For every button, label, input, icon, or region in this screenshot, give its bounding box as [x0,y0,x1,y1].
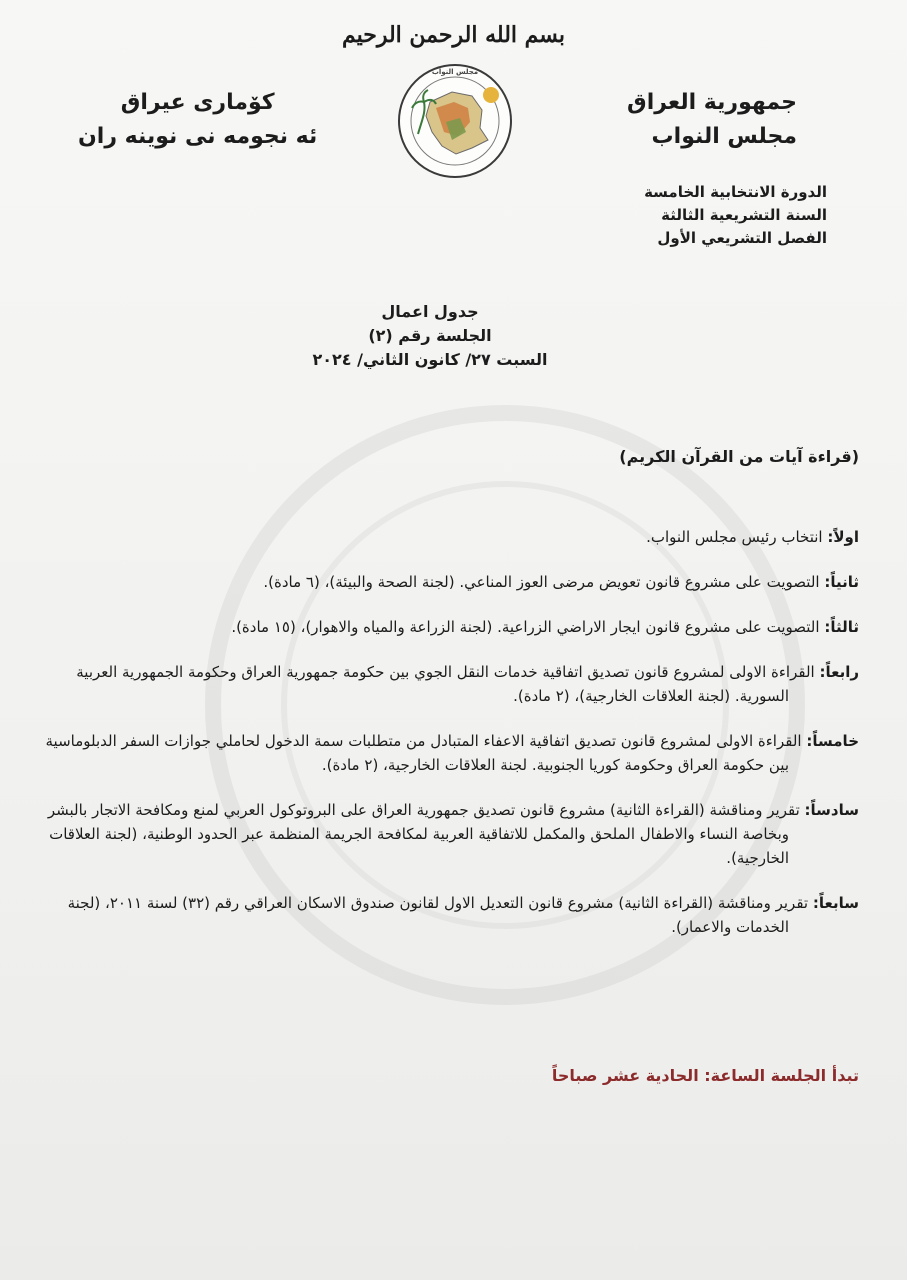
session-number: الجلسة رقم (٢) [368,326,492,345]
item-label: ثالثاً: [824,618,859,636]
republic-of-iraq: جمهورية العراق [627,90,797,115]
item-text: التصويت على مشروع قانون ايجار الاراضي الزراعية. (لجنة الزراعة والمياه والاهوار)، (١٥ مادة). [231,618,820,636]
item-text: تقرير ومناقشة (القراءة الثانية) مشروع قانون التعديل الاول لقانون صندوق الاسكان العراقي رقم (٣٢) لسنة ٢٠١١، (لجنة الخدمات والاعمار). [67,894,809,936]
legislative-term: الفصل التشريعي الأول [657,229,827,247]
logo-caption: مجلس النواب [431,68,479,76]
header-right [627,86,797,154]
agenda-items [44,525,859,960]
item-text: انتخاب رئيس مجلس النواب. [646,528,823,546]
parliament-logo-icon [396,62,514,180]
session-date: السبت ٢٧/ كانون الثاني/ ٢٠٢٤ [312,350,548,369]
agenda-item [44,615,859,639]
item-text: القراءة الاولى لمشروع قانون تصديق اتفاقية خدمات النقل الجوي بين حكومة جمهورية العراق وحكومة الجمهورية العربية السورية. (لجنة العلاقات الخارجية)، (٢ مادة). [76,663,815,705]
item-label: اولاً: [827,528,859,546]
item-text: القراءة الاولى لمشروع قانون تصديق اتفاقية الاعفاء المتبادل من متطلبات سمة الدخول لحاملي جوازات السفر الدبلوماسية بين حكومة العراق وحكومة كوريا الجنوبية. لجنة العلاقات الخارجية، (٢ مادة). [45,732,802,774]
session-start-time: تبدأ الجلسة الساعة: الحادية عشر صباحاً [551,1066,859,1085]
agenda-title: جدول اعمال [381,302,479,321]
item-label: ثانياً: [824,573,859,591]
item-label: سابعاً: [812,894,859,912]
agenda-item [44,660,859,708]
kurdish-council-name: ئه نجومه نی نوینه ران [78,124,318,149]
session-info [644,181,827,250]
legislative-year: السنة التشريعية الثالثة [661,206,827,224]
agenda-item [44,525,859,549]
item-label: سادساً: [804,801,859,819]
agenda-heading [300,300,560,372]
electoral-term: الدورة الانتخابية الخامسة [644,183,827,201]
agenda-item [44,570,859,594]
council-of-representatives: مجلس النواب [651,124,797,149]
agenda-item [44,729,859,777]
item-label: رابعاً: [819,663,859,681]
item-text: التصويت على مشروع قانون تعويض مرضى العوز المناعي. (لجنة الصحة والبيئة)، (٦ مادة). [263,573,820,591]
kurdish-republic-name: كۆماری عیراق [120,90,275,115]
quran-recitation: (قراءة آيات من القرآن الكريم) [619,447,859,466]
header-left-kurdish [78,86,317,154]
item-text: تقرير ومناقشة (القراءة الثانية) مشروع قانون تصديق جمهورية العراق على البروتوكول العربي لمنع ومكافحة الاتجار بالبشر وبخاصة النساء والاطفال الملحق والمكمل للاتفاقية العربية لمكافحة الجريمة المنظمة عبر الحدود الوطنية، (لجنة العلاقات الخارجية). [47,801,800,867]
agenda-item [44,798,859,870]
item-label: خامساً: [806,732,859,750]
agenda-item [44,891,859,939]
bismillah: بسم الله الرحمن الرحيم [341,22,566,48]
